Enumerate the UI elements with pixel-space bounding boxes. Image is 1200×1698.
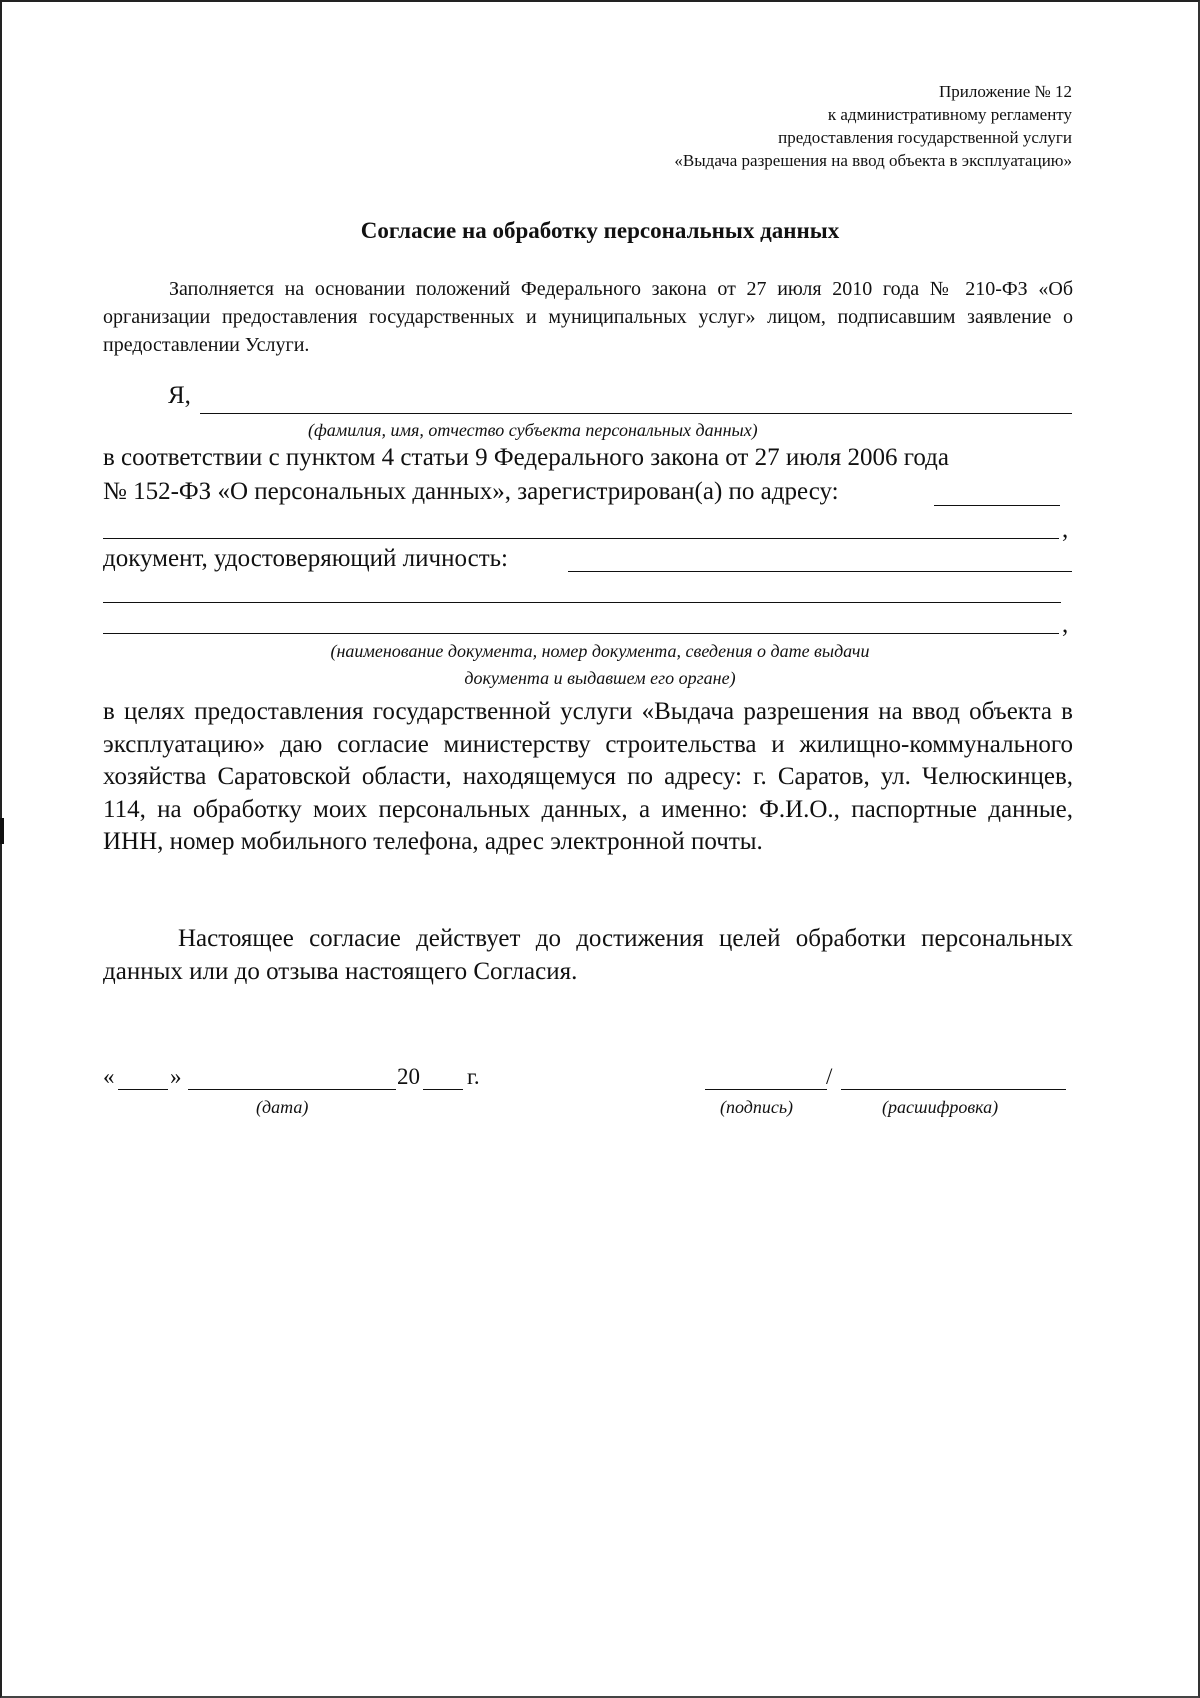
date-year-suffix: г.: [467, 1064, 480, 1089]
date-quote-open: «: [103, 1064, 115, 1089]
law-reference-line2: № 152-ФЗ «О персональных данных», зарегистрирован(а) по адресу:: [103, 478, 839, 505]
validity-text: Настоящее согласие действует до достижения целей обработки персональных данных или до отзыва настоящего Согласия.: [103, 925, 1073, 985]
date-hint: (дата): [256, 1097, 309, 1117]
validity-paragraph: [103, 923, 1073, 988]
intro-text: Заполняется на основании положений Федерального закона от 27 июля 2010 года № 210-ФЗ «Об организации предоставления государственных и муниципальных услуг» лицом, подписавшим заявление о предоставлении Услуги.: [103, 278, 1073, 356]
signature-slash: /: [826, 1064, 833, 1089]
document-title: Согласие на обработку персональных данных: [360, 218, 840, 243]
signature-decode-hint: (расшифровка): [882, 1097, 999, 1117]
appendix-number: Приложение № 12: [939, 82, 1072, 101]
identity-document-field-line2[interactable]: [103, 602, 1061, 603]
signature-hint: (подпись): [720, 1097, 794, 1117]
address-field[interactable]: [103, 538, 1059, 539]
address-comma: ,: [1062, 516, 1069, 543]
identity-document-field-line3[interactable]: [103, 633, 1059, 634]
fio-field[interactable]: [200, 413, 1072, 414]
appendix-header: [674, 80, 1072, 172]
date-quote-close: »: [170, 1064, 182, 1089]
law-reference-line1: в соответствии с пунктом 4 статьи 9 Федерального закона от 27 июля 2006 года: [103, 444, 949, 471]
signature-field[interactable]: [705, 1089, 827, 1090]
date-month-field[interactable]: [188, 1089, 396, 1090]
signature-decode-field[interactable]: [841, 1089, 1066, 1090]
identity-document-hint-line2: документа и выдавшем его органе): [464, 668, 736, 688]
identity-document-field[interactable]: [568, 571, 1072, 572]
identity-document-comma: ,: [1062, 611, 1069, 638]
identity-document-label: документ, удостоверяющий личность:: [103, 545, 508, 572]
address-field-start[interactable]: [934, 505, 1060, 506]
appendix-service: предоставления государственной услуги: [778, 128, 1072, 147]
consent-text: в целях предоставления государственной услуги «Выдача разрешения на ввод объекта в эксплуатацию» даю согласие министерству строительства и жилищно-коммунального хозяйства Саратовской области, находящемуся по адресу: г. Саратов, ул. Челюскинцев, 114, на обработку моих персональных данных, а именно: Ф.И.О., паспортные данные, ИНН, номер мобильного телефона, адрес электронной почты.: [103, 698, 1073, 855]
date-year-field[interactable]: [423, 1089, 463, 1090]
date-year-prefix: 20: [397, 1064, 420, 1089]
intro-paragraph: [103, 275, 1073, 359]
date-day-field[interactable]: [118, 1089, 168, 1090]
i-label: Я,: [168, 382, 191, 409]
appendix-service-name: «Выдача разрешения на ввод объекта в эксплуатацию»: [674, 151, 1072, 170]
fio-hint: (фамилия, имя, отчество субъекта персональных данных): [308, 420, 758, 440]
consent-paragraph: [103, 696, 1073, 859]
identity-document-hint-line1: (наименование документа, номер документа, сведения о дате выдачи: [330, 641, 870, 661]
appendix-reference: к административному регламенту: [827, 105, 1072, 124]
scan-edge-mark: [0, 818, 4, 844]
